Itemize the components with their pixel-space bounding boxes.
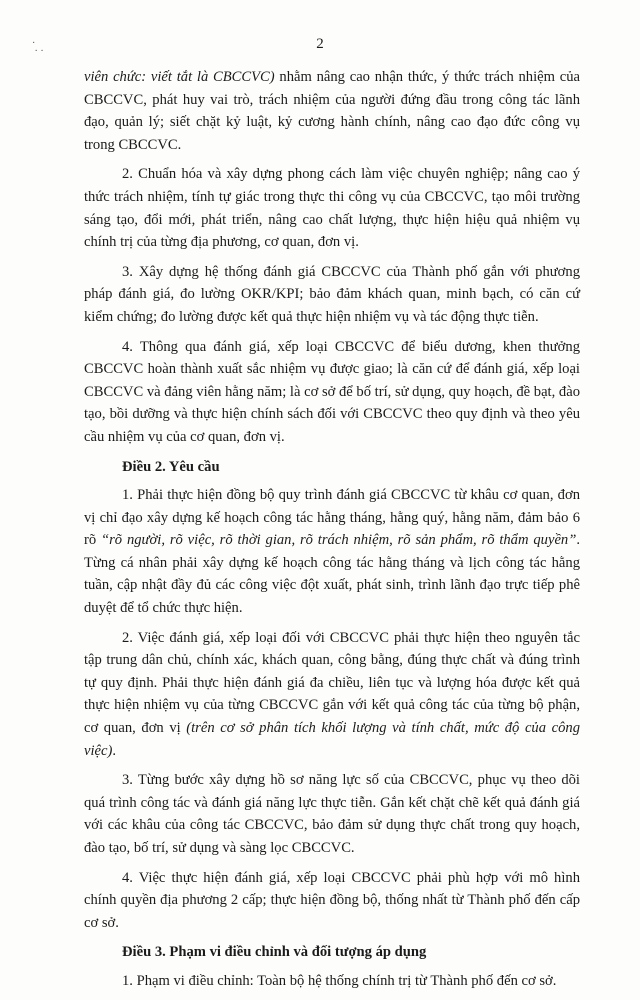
intro-text: nhằm nâng cao nhận thức, ý thức trách nhiệm của CBCCVC, phát huy vai trò, trách nhiệm của người đứng đầu trong công tác lãnh đạo, quản lý; siết chặt kỷ luật, kỷ cương hành chính, nâng cao đạo đức công vụ trong CBCCVC. [84,69,580,153]
article2-item1 [84,484,580,620]
article2-item2-text: 2. Việc đánh giá, xếp loại đối với CBCCVC phải thực hiện theo nguyên tắc tập trung dân chủ, chính xác, khách quan, công bằng, đúng thực chất và đúng trình tự quy định. Phải thực hiện đánh giá đa chiều, liên tục và lượng hóa được kết quả thực hiện nhiệm vụ của từng CBCCVC gắn với kết quả công tác của từng bộ phận, cơ quan, đơn vị [84,629,580,737]
article2-item3: 3. Từng bước xây dựng hồ sơ năng lực số của CBCCVC, phục vụ theo dõi quá trình công tác và đánh giá năng lực thực tiễn. Gắn kết chặt chẽ kết quả đánh giá với các khâu của công tác CBCCVC, bảo đảm sử dụng thực chất trong quy hoạch, đào tạo, bố trí, sử dụng và sàng lọc CBCCVC. [84,772,580,856]
article2-item2 [84,627,580,763]
article3-item1: 1. Phạm vi điều chỉnh: Toàn bộ hệ thống chính trị từ Thành phố đến cơ sở. [122,972,557,989]
article1-item4: 4. Thông qua đánh giá, xếp loại CBCCVC để biểu dương, khen thưởng CBCCVC hoàn thành xuất sắc nhiệm vụ được giao; là căn cứ để đánh giá, xếp loại CBCCVC và đảng viên hằng năm; là cơ sở để bố trí, sử dụng, quy hoạch, đề bạt, đào tạo, bồi dưỡng và thực hiện chính sách đối với CBCCVC theo quy định và theo yêu cầu nhiệm vụ của cơ quan, đơn vị. [84,338,580,445]
paragraph-intro-continued [84,66,580,156]
page-number: 2 [316,36,324,52]
intro-italic-text: viên chức: viết tắt là CBCCVC) [84,69,275,85]
document-body [84,66,580,1000]
article1-item3: 3. Xây dựng hệ thống đánh giá CBCCVC của Thành phố gắn với phương pháp đánh giá, đo lường OKR/KPI; bảo đảm khách quan, minh bạch, có căn cứ kiểm chứng; đo lường được kết quả thực hiện nhiệm vụ và tác động thực tiễn. [84,263,580,325]
article2-item1-italic: “rõ người, rõ việc, rõ thời gian, rõ trách nhiệm, rõ sản phẩm, rõ thẩm quyền” [101,532,577,549]
article2-item1-text: 1. Phải thực hiện đồng bộ quy trình đánh giá CBCCVC từ khâu cơ quan, đơn vị chỉ đạo xây dựng kế hoạch công tác hằng tháng, hằng quý, hằng năm, đảm bảo 6 rõ [84,487,580,549]
article2-item1-text-end: . Từng cá nhân phải xây dựng kế hoạch công tác hằng tháng và lịch công tác hằng tuần, cập nhật đầy đủ các công việc đột xuất, phát sinh, trình lãnh đạo trực tiếp phê duyệt để tổ chức thực hiện. [84,532,580,617]
article2-item2-italic: (trên cơ sở phân tích khối lượng và tính chất, mức độ của công việc) [84,720,580,759]
article1-item2: 2. Chuẩn hóa và xây dựng phong cách làm việc chuyên nghiệp; nâng cao ý thức trách nhiệm, tính tự giác trong thực thi công vụ của CBCCVC, tạo môi trường sáng tạo, đổi mới, phát triển, nâng cao chất lượng, thực hiện hiệu quả nhiệm vụ chính trị của từng địa phương, cơ quan, đơn vị. [84,166,580,251]
article2-item4: 4. Việc thực hiện đánh giá, xếp loại CBCCVC phải phù hợp với mô hình chính quyền địa phương 2 cấp; thực hiện đồng bộ, thống nhất từ Thành phố đến cấp cơ sở. [84,869,580,931]
article2-item2-text-end: . [112,742,117,759]
article2-heading: Điều 2. Yêu cầu [122,458,220,475]
scan-specks: · · · [32,38,44,57]
article3-heading: Điều 3. Phạm vi điều chỉnh và đối tượng áp dụng [122,944,427,961]
